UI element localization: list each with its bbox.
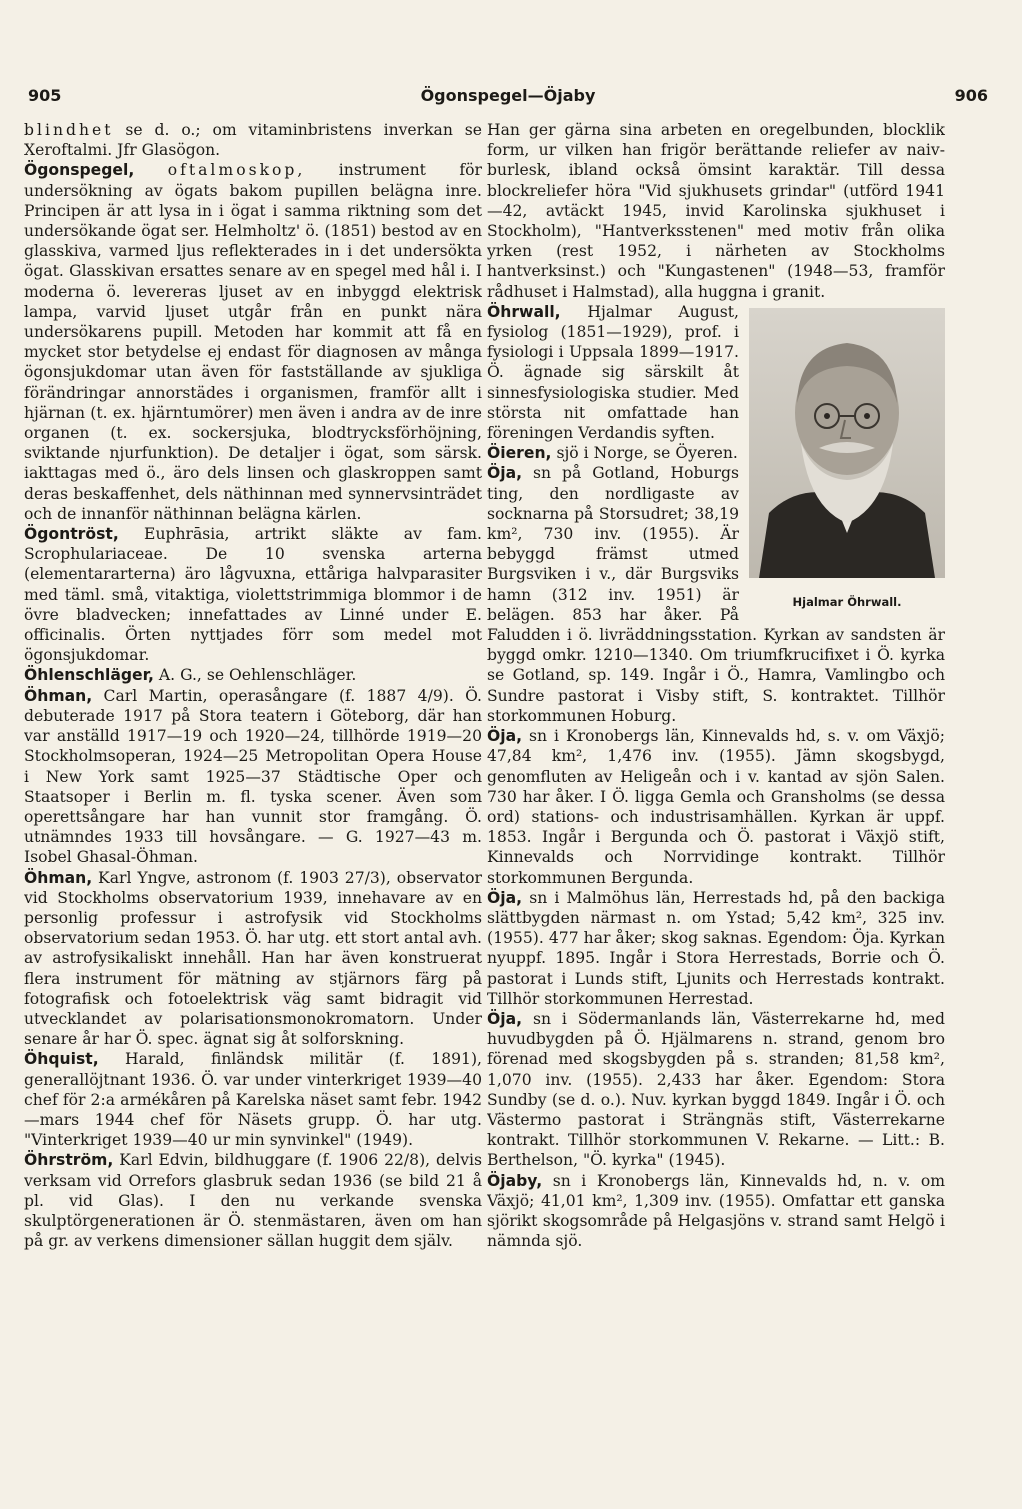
page-header	[28, 86, 988, 110]
entry-ohlenschlager: Öhlenschläger, A. G., se Oehlenschläger.	[24, 666, 357, 685]
entry-ogontrost: Ögontröst, Euphrāsia, artrikt släkte av fam. Scrophulariaceae. De 10 svenska arterna (elementararterna) äro lågvuxna, ettåriga halvparasiter med täml. små, vitaktiga, violettstrimmiga blommor i de övre bladvecken; innefattades av Linné under E. officinalis. Örten nyttjades förr som medel mot ögonsjukdomar.	[24, 525, 482, 665]
entry-ohman-carl: Öhman, Carl Martin, operasångare (f. 1887 4/9). Ö. debuterade 1917 på Stora teatern i Göteborg, där han var anställd 1917—19 och 1920—24, tillhörde 1919—20 Stockholmsoperan, 1924—25 Metropolitan Opera House i New York samt 1925—37 Städtische Oper och Staatsoper i Berlin m. fl. tyska scener. Även som operettsångare har han vunnit stor framgång. Ö. utnämndes 1933 till hovsångare. — G. 1927—43 m. Isobel Ghasal-Öhman.	[24, 686, 482, 867]
entry-oja-sodermanland: Öja, sn i Södermanlands län, Västerrekarne hd, med huvudbygden på Ö. Hjälmarens n. strand, genom bro förenad med skogsbygden på s. stranden; 81,58 km², 1,070 inv. (1955). 2,433 har åker. Egendom: Stora Sundby (se d. o.). Nuv. kyrkan byggd 1849. Ingår i Ö. och Västermo pastorat i Strängnäs stift, Västerrekarne kontrakt. Tillhör storkommunen V. Rekarne. — Litt.: B. Berthelson, "Ö. kyrka" (1945).	[487, 1009, 945, 1170]
entry-oja-kronoberg: Öja, sn i Kronobergs län, Kinnevalds hd, s. v. om Växjö; 47,84 km², 1,476 inv. (1955). Jämn skogsbygd, genomfluten av Heligeån och i v. kantad av sjön Salen. 730 har åker. I Ö. ligga Gemla och Gransholms (se dessa ord) stations- och industrisamhällen. Kyrkan är uppf. 1853. Ingår i Bergunda och Ö. pastorat i Växjö stift, Kinnevalds och Norrvidinge kontrakt. Tillhör storkommunen Bergunda.	[487, 727, 945, 887]
entry-ohrstrom: Öhrström, Karl Edvin, bildhuggare (f. 1906 22/8), delvis verksam vid Orrefors glasbruk sedan 1936 (se bild 21 å pl. vid Glas). I den nu verkande svenska skulptörgenerationen är Ö. stenmästaren, även om han på gr. av verkens dimensioner sällan huggit dem själv.	[24, 1151, 482, 1251]
entry-ohquist: Öhquist, Harald, finländsk militär (f. 1891), generallöjtnant 1936. Ö. var under vinterkriget 1939—40 chef för 2:a armékåren på Karelska näset samt febr. 1942—mars 1944 chef för Näsets grupp. Ö. har utg. "Vinterkriget 1939—40 ur min synvinkel" (1949).	[24, 1050, 482, 1150]
entry-oieren: Öieren, sjö i Norge, se Öyeren.	[487, 444, 738, 463]
portrait-figure	[749, 308, 945, 612]
entry-ogonspegel: Ögonspegel, oftalmoskop, instrument för undersökning av ögats bakom pupillen belägna inre. Principen är att lysa in i ögat i samma riktning som det undersökande ögat ser. Helmholtz' ö. (1851) bestod av en glasskiva, varmed ljus reflekterades in i det undersökta ögat. Glasskivan ersattes senare av en spegel med hål i. I moderna ö. levereras ljuset av en inbyggd elektrisk lampa, varvid ljuset utgår från en punkt nära undersökarens pupill. Metoden har kommit att få en mycket stor betydelse ej endast för diagnosen av många ögonsjukdomar utan även för fastställande av sjukliga förändringar annorstädes i organismen, framför allt i hjärnan (t. ex. hjärntumörer) men även i andra av de inre organen (t. ex. sockersjuka, blodtrycksförhöjning, sviktande njurfunktion). De detaljer i ögat, som särsk. iakttagas med ö., äro dels linsen och glaskroppen samt deras beskaffenhet, dels näthinnan med synnervsinträdet och de innanför näthinnan belägna kärlen.	[24, 161, 482, 523]
page-number-right: 906	[954, 86, 988, 105]
portrait-caption: Hjalmar Öhrwall.	[792, 594, 902, 609]
entry-ohrwall: Öhrwall, Hjalmar August, fysiolog (1851—1929), prof. i fysiologi i Uppsala 1899—1917. Ö. ägnade sig särskilt åt sinnesfysiologiska studier. Med största nit omfattade han föreningen Verdandis syften.	[487, 302, 739, 443]
page-number-left: 905	[28, 86, 62, 105]
right-column	[487, 120, 945, 1400]
entry-oja-gotland: Öja, sn på Gotland, Hoburgs ting, den nordligaste av socknarna på Storsudret; 38,19 km², 730 inv. (1955). Är bebyggd främst utmed Burgsviken i v., där Burgsviks hamn (312 inv. 1951) är belägen. 853 har åker. På Faludden i ö. livräddningsstation. Kyrkan av sandsten är byggd omkr. 1210—1340. Om triumfkrucifixet i Ö. kyrka se Gotland, sp. 149. Ingår i Ö., Hamra, Vamlingbo och Sundre pastorat i Visby stift, S. kontraktet. Tillhör storkommunen Hoburg.	[487, 464, 945, 725]
entry-paragraph: blindhet se d. o.; om vitaminbristens inverkan se Xeroftalmi. Jfr Glasögon.	[24, 121, 482, 160]
entry-ojaby: Öjaby, sn i Kronobergs län, Kinnevalds hd, n. v. om Växjö; 41,01 km², 1,309 inv. (1955). Omfattar ett ganska sjörikt skogsområde på Helgasjöns v. strand samt Helgö i nämnda sjö.	[487, 1171, 945, 1251]
entry-ohman-karl: Öhman, Karl Yngve, astronom (f. 1903 27/3), observator vid Stockholms observatorium 1939, innehavare av en personlig professur i astrofysik vid Stockholms observatorium sedan 1953. Ö. har utg. ett stort antal avh. av astrofysikaliskt innehåll. Han har även konstruerat flera instrument för mätning av stjärnors färg på fotografisk och fotoelektrisk väg samt bidragit vid utvecklandet av polarisationsmonokromatorn. Under senare år har Ö. spec. ägnat sig åt solforskning.	[24, 868, 482, 1049]
entry-oja-malmohus: Öja, sn i Malmöhus län, Herrestads hd, på den backiga slättbygden närmast n. om Ystad; 5,42 km², 325 inv. (1955). 477 har åker; skog saknas. Egendom: Öja. Kyrkan nyuppf. 1895. Ingår i Stora Herrestads, Borrie och Ö. pastorat i Lunds stift, Ljunits och Herrestads kontrakt. Tillhör storkommunen Herrestad.	[487, 888, 945, 1008]
running-title: Ögonspegel—Öjaby	[420, 86, 596, 105]
entry-ohrstrom-continued: Han ger gärna sina arbeten en oregelbunden, blocklik form, ur vilken han frigör berättande reliefer av naiv-burlesk, ibland också ömsint karaktär. Till dessa blockreliefer höra "Vid sjukhusets grindar" (utförd 1941—42, avtäckt 1945, invid Karolinska sjukhuset i Stockholm), "Hantverksstenen" med motiv från olika yrken (rest 1952, i närheten av Stockholms hantverksinst.) och "Kungastenen" (1948—53, framför rådhuset i Halmstad), alla huggna i granit.	[487, 121, 945, 301]
left-column	[24, 120, 482, 1400]
portrait-photo	[749, 308, 945, 578]
